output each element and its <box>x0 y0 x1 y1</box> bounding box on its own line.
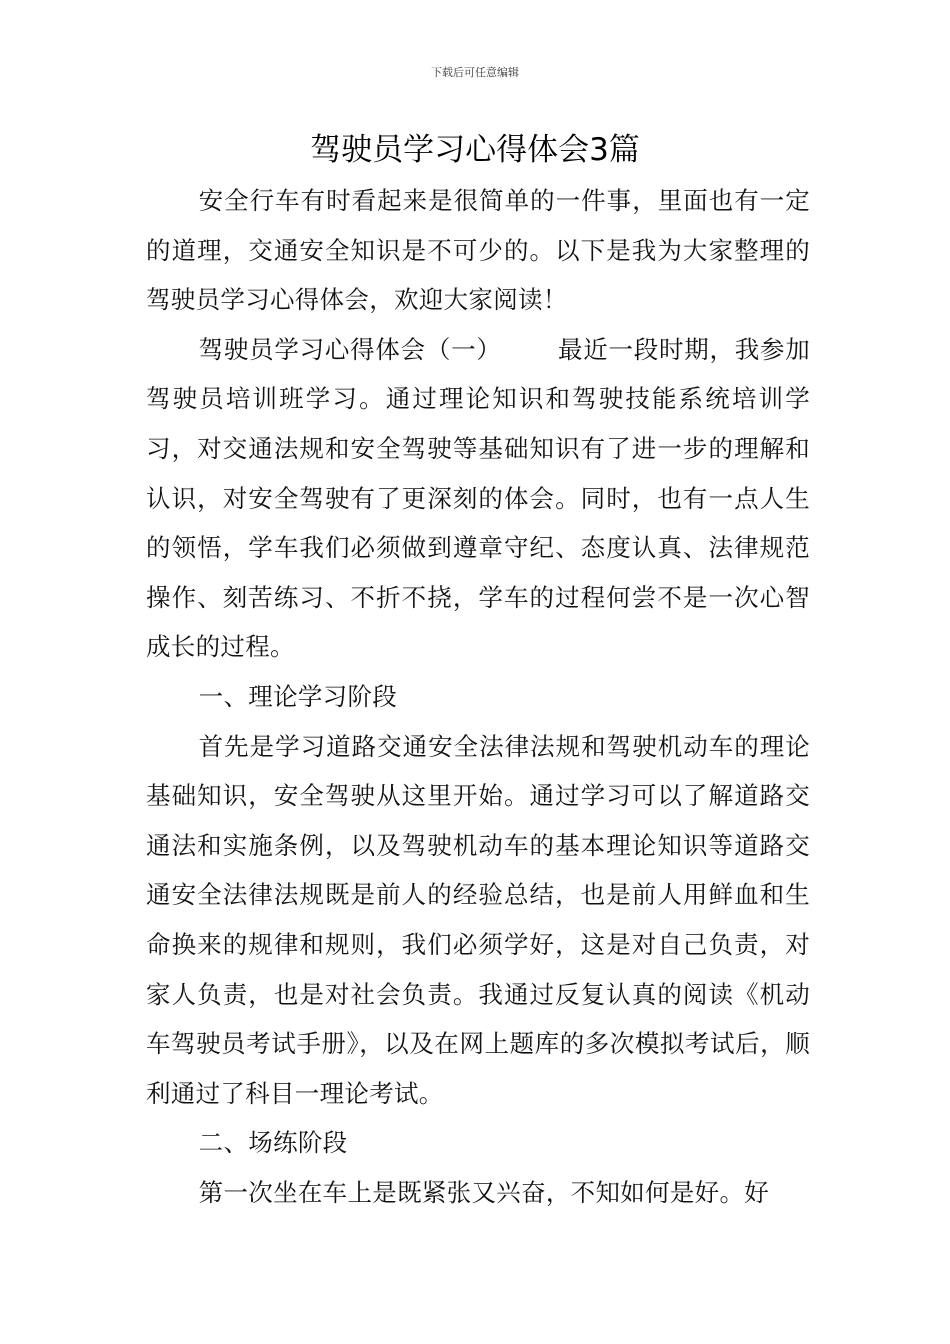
section-one-paragraph <box>146 325 810 672</box>
section-text: 最近一段时期，我参加驾驶员培训班学习。通过理论知识和驾驶技能系统培训学习，对交通法规和安全驾驶等基础知识有了进一步的理解和认识，对安全驾驶有了更深刻的体会。同时，也有一点人生的领悟，学车我们必须做到遵章守纪、态度认真、法律规范操作、刻苦练习、不折不挠，学车的过程何尝不是一次心智成长的过程。 <box>146 334 810 662</box>
subheading-theory: 一、理论学习阶段 <box>198 681 398 711</box>
field-practice-paragraph: 第一次坐在车上是既紧张又兴奋，不知如何是好。好 <box>198 1177 770 1207</box>
theory-paragraph: 首先是学习道路交通安全法律法规和驾驶机动车的理论基础知识，安全驾驶从这里开始。通过学习可以了解道路交通法和实施条例，以及驾驶机动车的基本理论知识等道路交通安全法律法规既是前人的经验总结，也是前人用鲜血和生命换来的规律和规则，我们必须学好，这是对自己负责，对家人负责，也是对社会负责。我通过反复认真的阅读《机动车驾驶员考试手册》，以及在网上题库的多次模拟考试后，顺利通过了科目一理论考试。 <box>146 731 810 1108</box>
document-body <box>146 176 810 1217</box>
document-title: 驾驶员学习心得体会3篇 <box>310 132 640 168</box>
subheading-field-practice: 二、场练阶段 <box>198 1128 348 1158</box>
intro-paragraph: 安全行车有时看起来是很简单的一件事，里面也有一定的道理，交通安全知识是不可少的。以下是我为大家整理的驾驶员学习心得体会，欢迎大家阅读！ <box>146 186 810 315</box>
section-heading: 驾驶员学习心得体会（一） <box>198 334 502 364</box>
header-note: 下载后可任意编辑 <box>431 66 519 79</box>
